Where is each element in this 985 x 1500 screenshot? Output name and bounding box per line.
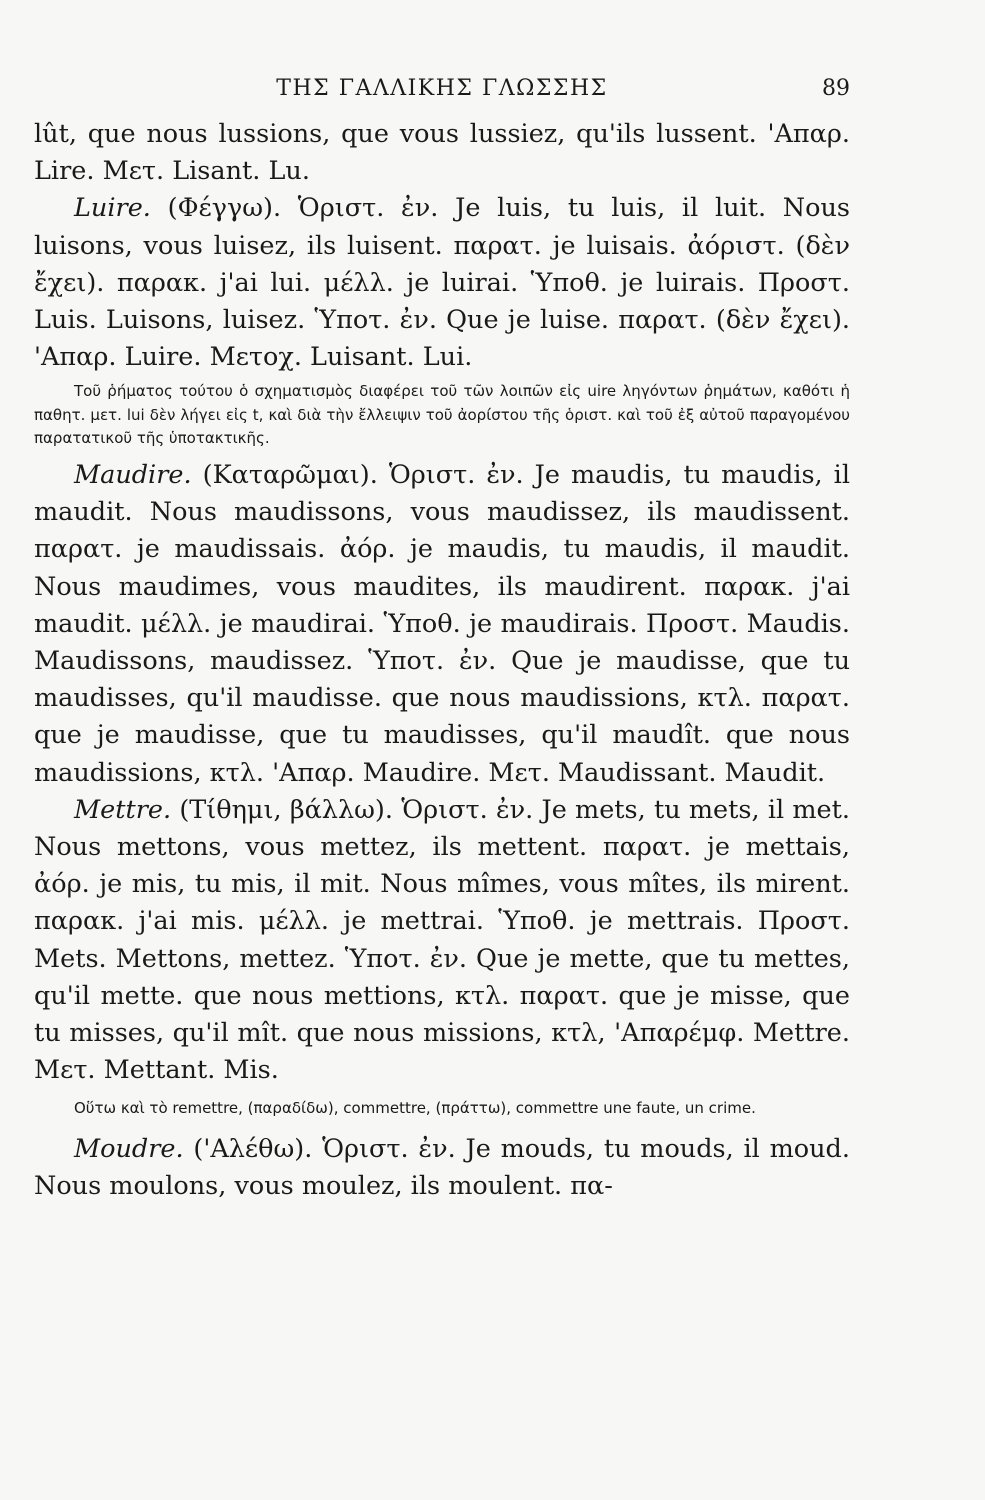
entry-maudire [34,457,850,792]
entry-text: (Τίθημι, βάλλω). Ὁριστ. ἐν. Je mets, tu mets, il met. Nous mettons, vous mettez, ils mettent. παρατ. je mettais, ἀόρ. je mis, tu mis, il mit. Nous mîmes, vous mîtes, ils mirent. παρακ. j'ai mis. μέλλ. je mettrai. Ὑποθ. je mettrais. Προστ. Mets. Mettons, mettez. Ὑποτ. ἐν. Que je mette, que tu mettes, qu'il mette. que nous mettions, κτλ. παρατ. que je misse, que tu misses, qu'il mît. que nous missions, κτλ, 'Απαρέμφ. Mettre. Μετ. Mettant. Mis. [34,794,850,1086]
entry-text: (Καταρῶμαι). Ὁριστ. ἐν. Je maudis, tu maudis, il maudit. Nous maudissons, vous maudissez, ils maudissent. παρατ. je maudissais. ἀόρ. je maudis, tu maudis, il maudit. Nous maudimes, vous maudites, ils maudirent. παρακ. j'ai maudit. μέλλ. je maudirai. Ὑποθ. je maudirais. Προστ. Maudis. Maudissons, maudissez. Ὑποτ. ἐν. Que je maudisse, que tu maudisses, qu'il maudisse. que nous maudissions, κτλ. παρατ. que je maudisse, que tu maudisses, qu'il maudît. que nous maudissions, κτλ. 'Απαρ. Maudire. Μετ. Maudissant. Maudit. [34,459,850,788]
note-text: Οὕτω καὶ τὸ remettre, (παραδίδω), commettre, (πράττω), commettre une faute, un crime. [74,1099,756,1118]
running-title: ΤΗΣ ΓΑΛΛΙΚΗΣ ΓΛΩΣΣΗΣ [276,76,608,101]
paragraph-continuation [34,116,850,190]
headword: Maudire. [74,459,192,490]
entry-moudre [34,1131,850,1205]
page-header [34,74,850,110]
headword: Mettre. [74,794,172,825]
page-body [34,116,850,1205]
entry-text: (Φέγγω). Ὁριστ. ἐν. Je luis, tu luis, il luit. Nous luisons, vous luisez, ils luisent. παρατ. je luisais. ἀόριστ. (δὲν ἔχει). παρακ. j'ai lui. μέλλ. je luirai. Ὑποθ. je luirais. Προστ. Luis. Luisons, luisez. Ὑποτ. ἐν. Que je luise. παρατ. (δὲν ἔχει). 'Απαρ. Luire. Μετοχ. Luisant. Lui. [34,193,850,373]
headword: Moudre. [74,1133,184,1164]
entry-text: ('Αλέθω). Ὁριστ. ἐν. Je mouds, tu mouds, il moud. Nous moulons, vous moulez, ils moulent. πα- [34,1133,850,1202]
entry-luire [34,190,850,376]
footnote-mettre [34,1097,850,1121]
headword: Luire. [74,193,151,224]
entry-mettre [34,792,850,1090]
footnote-luire [34,380,850,451]
page-number: 89 [822,76,850,101]
paragraph-text: lût, que nous lussions, que vous lussiez, qu'ils lussent. 'Απαρ. Lire. Μετ. Lisant. Lu. [34,119,850,187]
note-text: Τοῦ ῥήματος τούτου ὁ σχηματισμὸς διαφέρει τοῦ τῶν λοιπῶν εἰς uire ληγόντων ῥημάτων, καθότι ἡ παθητ. μετ. lui δὲν λήγει εἰς t, καὶ διὰ τὴν ἔλλειψιν τοῦ ἀορίστου τῆς ὁριστ. καὶ τοῦ ἐξ αὐτοῦ παραγομένου παρατατικοῦ τῆς ὑποτακτικῆς. [34,382,850,448]
